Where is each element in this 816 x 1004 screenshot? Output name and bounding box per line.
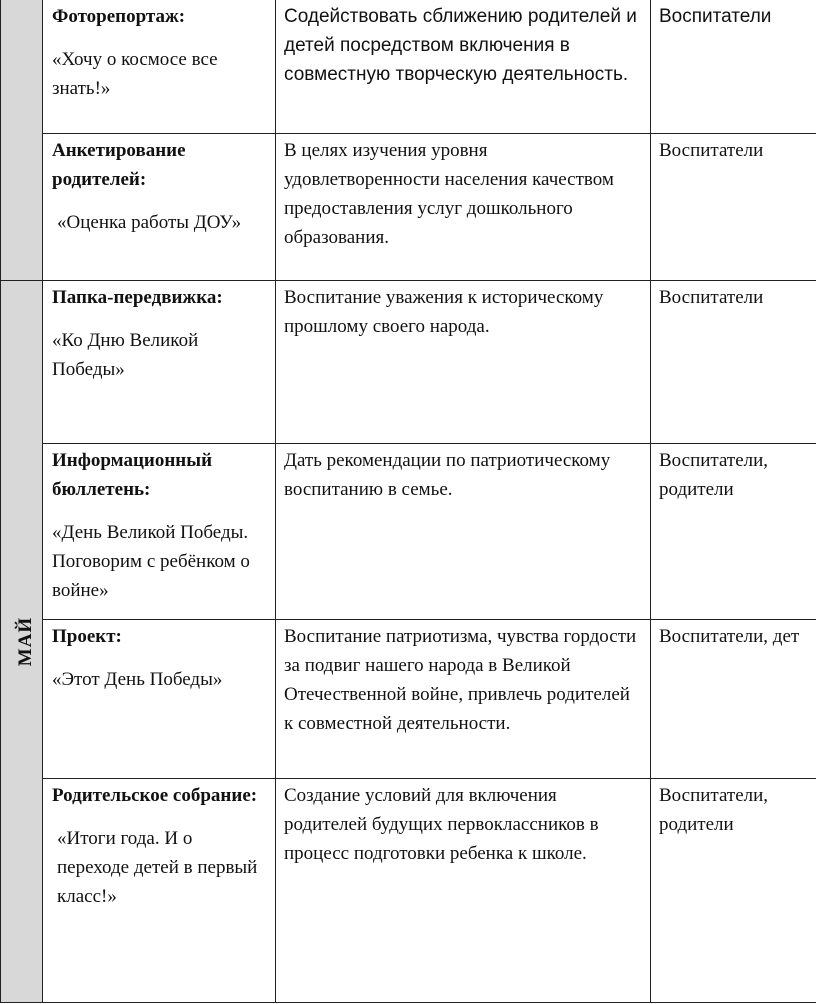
responsible-cell: Воспитатели bbox=[651, 0, 816, 133]
event-cell bbox=[43, 0, 276, 133]
table-row bbox=[1, 619, 816, 778]
goal-cell: Дать рекомендации по патриотическому воспитанию в семье. bbox=[276, 443, 651, 619]
table-row bbox=[1, 133, 816, 280]
event-cell bbox=[43, 778, 276, 1002]
table-row bbox=[1, 778, 816, 1002]
responsible-cell: Воспитатели, родители bbox=[651, 778, 816, 1002]
table-row bbox=[1, 280, 816, 443]
month-cell-may bbox=[1, 280, 43, 1002]
goal-cell: Воспитание патриотизма, чувства гордости за подвиг нашего народа в Великой Отечественной войне, привлечь родителей к совместной деятельности. bbox=[276, 619, 651, 778]
event-title: «Итоги года. И о переходе детей в первый класс!» bbox=[57, 827, 258, 907]
goal-cell: Воспитание уважения к историческому прошлому своего народа. bbox=[276, 280, 651, 443]
event-title: «Этот День Победы» bbox=[52, 668, 223, 690]
event-cell bbox=[43, 280, 276, 443]
table-row bbox=[1, 443, 816, 619]
responsible-cell: Воспитатели bbox=[651, 280, 816, 443]
month-label: МАЙ bbox=[15, 616, 37, 666]
event-cell bbox=[43, 619, 276, 778]
event-type: Анкетирование родителей: bbox=[52, 139, 186, 190]
goal-cell: Создание условий для включения родителей будущих первоклассников в процесс подготовки ребенка к школе. bbox=[276, 778, 651, 1002]
goal-cell: Содействовать сближению родителей и детей посредством включения в совместную творческую деятельность. bbox=[276, 0, 651, 133]
table-row bbox=[1, 0, 816, 133]
event-cell bbox=[43, 133, 276, 280]
event-title: «Оценка работы ДОУ» bbox=[57, 211, 242, 233]
responsible-cell: Воспитатели, дет bbox=[651, 619, 816, 778]
responsible-cell: Воспитатели, родители bbox=[651, 443, 816, 619]
event-type: Информационный бюллетень: bbox=[52, 449, 213, 500]
event-title: «День Великой Победы. Поговорим с ребёнком о войне» bbox=[52, 521, 250, 601]
event-cell bbox=[43, 443, 276, 619]
event-type: Папка-передвижка: bbox=[52, 286, 223, 308]
goal-cell: В целях изучения уровня удовлетворенности населения качеством предоставления услуг дошкольного образования. bbox=[276, 133, 651, 280]
event-title: «Ко Дню Великой Победы» bbox=[52, 329, 199, 380]
event-type: Проект: bbox=[52, 625, 122, 647]
event-type: Родительское собрание: bbox=[52, 784, 258, 806]
month-cell-previous bbox=[1, 0, 43, 280]
event-type: Фоторепортаж: bbox=[52, 6, 186, 27]
responsible-cell: Воспитатели bbox=[651, 133, 816, 280]
event-title: «Хочу о космосе все знать!» bbox=[52, 49, 218, 99]
